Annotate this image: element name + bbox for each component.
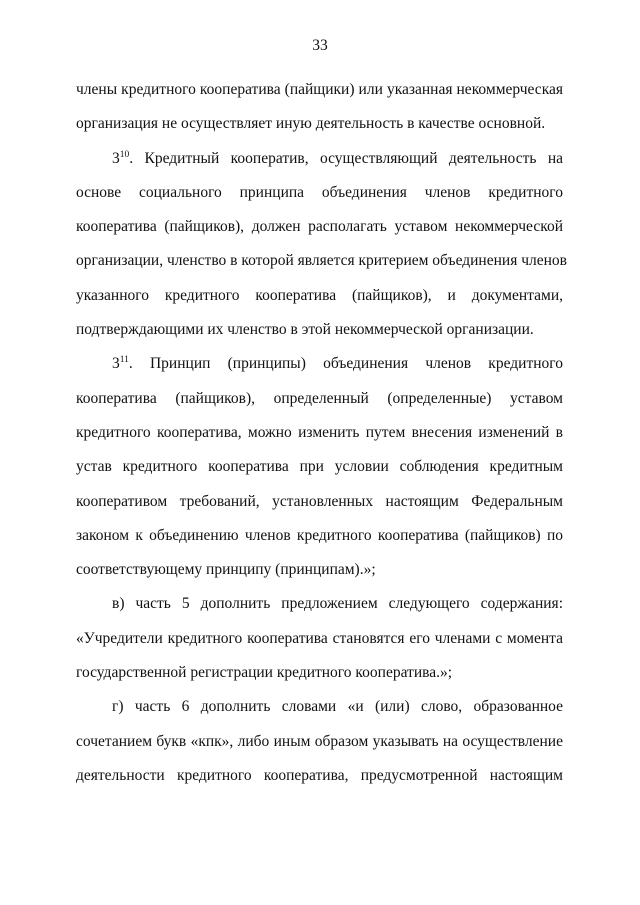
text-fragment: . Кредитный кооператив, осуществляющий деятельность на bbox=[129, 149, 563, 167]
text-line: соответствующему принципу (принципам).»; bbox=[76, 561, 376, 579]
text-line: кооператива (пайщиков), определенный (определенные) уставом bbox=[76, 389, 563, 407]
text-line: деятельности кредитного кооператива, предусмотренной настоящим bbox=[76, 766, 563, 784]
clause-number: 3 bbox=[112, 149, 120, 167]
text-line: в) часть 5 дополнить предложением следующего содержания: bbox=[112, 595, 563, 613]
text-line: г) часть 6 дополнить словами «и (или) слово, образованное bbox=[112, 698, 563, 716]
clause-superscript: 11 bbox=[119, 355, 129, 366]
text-line: кредитного кооператива, можно изменить путем внесения изменений в bbox=[76, 423, 563, 441]
paragraph-3-10-first-line bbox=[76, 142, 563, 176]
text-line: устав кредитного кооператива при условии соблюдения кредитным bbox=[76, 458, 563, 476]
page-number: 33 bbox=[312, 37, 328, 54]
text-line: члены кредитного кооператива (пайщики) или указанная некоммерческая bbox=[76, 81, 563, 98]
text-line: кооперативом требований, установленных настоящим Федеральным bbox=[76, 492, 563, 510]
clause-number: 3 bbox=[112, 355, 120, 373]
text-line: подтверждающими их членство в этой некоммерческой организации. bbox=[76, 321, 534, 339]
document-body bbox=[76, 73, 567, 793]
paragraph-3-11-first-line bbox=[76, 347, 563, 381]
text-line: указанного кредитного кооператива (пайщиков), и документами, bbox=[76, 286, 563, 304]
text-line: государственной регистрации кредитного кооператива.»; bbox=[76, 664, 453, 682]
text-line: организации, членство в которой является критерием объединения членов bbox=[76, 252, 567, 270]
clause-superscript: 10 bbox=[119, 149, 130, 160]
text-line: основе социального принципа объединения членов кредитного bbox=[76, 183, 563, 201]
text-line: организация не осуществляет иную деятельность в качестве основной. bbox=[76, 115, 546, 133]
text-line: законом к объединению членов кредитного кооператива (пайщиков) по bbox=[76, 526, 563, 544]
text-fragment: . Принцип (принципы) объединения членов кредитного bbox=[128, 355, 563, 373]
text-line: кооператива (пайщиков), должен располагать уставом некоммерческой bbox=[76, 218, 563, 236]
text-line: «Учредители кредитного кооператива становятся его членами с момента bbox=[76, 629, 563, 647]
text-line: сочетанием букв «кпк», либо иным образом указывать на осуществление bbox=[76, 732, 563, 750]
